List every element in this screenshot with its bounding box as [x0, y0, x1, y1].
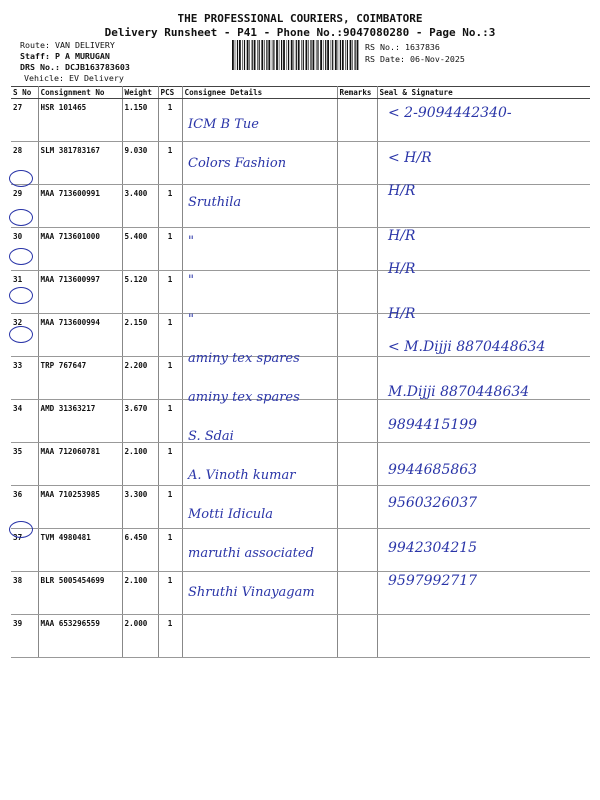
row-weight: 3.300	[122, 486, 158, 529]
row-consignment-no: MAA 713600994	[38, 314, 122, 357]
row-consignment-no: MAA 712060781	[38, 443, 122, 486]
circle-mark	[9, 209, 33, 226]
row-consignment-no: SLM 381783167	[38, 142, 122, 185]
rs-number: RS No.: 1637836	[365, 42, 440, 52]
circle-mark	[9, 248, 33, 265]
row-weight: 5.400	[122, 228, 158, 271]
handwritten-consignee: maruthi associated	[188, 546, 314, 561]
row-sno: 39	[11, 615, 38, 658]
handwritten-consignee: A. Vinoth kumar	[188, 468, 296, 483]
row-weight: 9.030	[122, 142, 158, 185]
row-sno: 32	[11, 314, 38, 357]
rs-date: RS Date: 06-Nov-2025	[365, 54, 465, 64]
runsheet-table	[11, 86, 590, 658]
row-consignment-no: AMD 31363217	[38, 400, 122, 443]
row-consignment-no: TVM 4980481	[38, 529, 122, 572]
row-weight: 6.450	[122, 529, 158, 572]
row-consignment-no: MAA 713601000	[38, 228, 122, 271]
handwritten-consignee: "	[188, 234, 194, 249]
row-consignment-no: TRP 767647	[38, 357, 122, 400]
row-pcs: 1	[158, 443, 182, 486]
circle-mark	[9, 326, 33, 343]
row-consignee-details	[182, 271, 337, 314]
circle-mark	[9, 287, 33, 304]
handwritten-consignee: Shruthi Vinayagam	[188, 585, 315, 600]
barcode	[232, 40, 360, 70]
row-consignment-no: HSR 101465	[38, 99, 122, 142]
row-sno: 27	[11, 99, 38, 142]
row-weight: 3.400	[122, 185, 158, 228]
row-consignment-no: MAA 710253985	[38, 486, 122, 529]
rs-info	[365, 41, 465, 65]
handwritten-consignee: S. Sdai	[188, 429, 234, 444]
handwritten-consignee: Colors Fashion	[188, 156, 287, 171]
row-remarks	[337, 99, 377, 142]
row-consignment-no: MAA 713600991	[38, 185, 122, 228]
table-row	[11, 615, 590, 658]
row-consignment-no: MAA 713600997	[38, 271, 122, 314]
row-remarks	[337, 486, 377, 529]
handwritten-signature: 9894415199	[388, 417, 478, 433]
table-row	[11, 228, 590, 271]
handwritten-consignee: Sruthila	[188, 195, 242, 210]
row-pcs: 1	[158, 572, 182, 615]
row-seal-signature	[377, 615, 590, 658]
row-remarks	[337, 185, 377, 228]
runsheet-subtitle: Delivery Runsheet - P41 - Phone No.:9047080280 - Page No.:3	[104, 26, 496, 39]
row-weight: 1.150	[122, 99, 158, 142]
row-sno: 31	[11, 271, 38, 314]
row-pcs: 1	[158, 314, 182, 357]
table-row	[11, 400, 590, 443]
handwritten-signature: H/R	[388, 183, 416, 199]
row-weight: 3.670	[122, 400, 158, 443]
col-sno: S No	[11, 87, 38, 99]
row-pcs: 1	[158, 357, 182, 400]
table-row	[11, 486, 590, 529]
row-pcs: 1	[158, 185, 182, 228]
row-remarks	[337, 357, 377, 400]
row-sno: 34	[11, 400, 38, 443]
row-pcs: 1	[158, 228, 182, 271]
table-row	[11, 142, 590, 185]
row-remarks	[337, 443, 377, 486]
handwritten-signature: 9942304215	[388, 540, 478, 556]
col-consignment: Consignment No	[38, 87, 122, 99]
row-pcs: 1	[158, 400, 182, 443]
handwritten-consignee: aminy tex spares	[188, 390, 300, 405]
drs-number: DRS No.: DCJB163783603	[20, 62, 130, 72]
row-weight: 2.000	[122, 615, 158, 658]
handwritten-signature: H/R	[388, 306, 416, 322]
col-pcs: PCS	[158, 87, 182, 99]
handwritten-consignee: ICM B Tue	[188, 117, 259, 132]
row-weight: 2.150	[122, 314, 158, 357]
row-consignee-details	[182, 615, 337, 658]
handwritten-consignee: "	[188, 312, 194, 327]
handwritten-signature: 9944685863	[388, 462, 478, 478]
handwritten-signature: 9560326037	[388, 495, 478, 511]
row-sno: 33	[11, 357, 38, 400]
route-text: Route: VAN DELIVERY	[20, 40, 115, 50]
row-sno: 37	[11, 529, 38, 572]
row-consignee-details	[182, 228, 337, 271]
row-weight: 2.100	[122, 443, 158, 486]
row-sno: 38	[11, 572, 38, 615]
row-consignment-no: MAA 653296559	[38, 615, 122, 658]
row-remarks	[337, 529, 377, 572]
circle-mark	[9, 521, 33, 538]
row-pcs: 1	[158, 271, 182, 314]
row-sno: 28	[11, 142, 38, 185]
circle-mark	[9, 170, 33, 187]
row-weight: 2.200	[122, 357, 158, 400]
row-remarks	[337, 615, 377, 658]
row-consignment-no: BLR 5005454699	[38, 572, 122, 615]
col-seal-signature: Seal & Signature	[377, 87, 590, 99]
row-weight: 2.100	[122, 572, 158, 615]
table-header-row	[11, 87, 590, 99]
row-remarks	[337, 400, 377, 443]
row-remarks	[337, 228, 377, 271]
row-sno: 35	[11, 443, 38, 486]
col-remarks: Remarks	[337, 87, 377, 99]
row-weight: 5.120	[122, 271, 158, 314]
table-row	[11, 271, 590, 314]
row-sno: 30	[11, 228, 38, 271]
handwritten-signature: M.Dijji 8870448634	[388, 384, 530, 400]
vehicle-text: Vehicle: EV Delivery	[24, 73, 124, 83]
col-consignee: Consignee Details	[182, 87, 337, 99]
row-remarks	[337, 271, 377, 314]
handwritten-signature: < 2-9094442340-	[388, 105, 512, 121]
row-remarks	[337, 142, 377, 185]
company-title: THE PROFESSIONAL COURIERS, COIMBATORE	[177, 12, 423, 25]
row-pcs: 1	[158, 529, 182, 572]
row-sno: 29	[11, 185, 38, 228]
handwritten-consignee: "	[188, 273, 194, 288]
handwritten-consignee: Motti Idicula	[188, 507, 274, 522]
handwritten-signature: 9597992717	[388, 573, 478, 589]
row-remarks	[337, 572, 377, 615]
handwritten-consignee: aminy tex spares	[188, 351, 300, 366]
row-remarks	[337, 314, 377, 357]
row-sno: 36	[11, 486, 38, 529]
handwritten-signature: < H/R	[388, 150, 432, 166]
row-pcs: 1	[158, 142, 182, 185]
handwritten-signature: < M.Dijji 8870448634	[388, 339, 546, 355]
col-weight: Weight	[122, 87, 158, 99]
row-pcs: 1	[158, 486, 182, 529]
table-row	[11, 185, 590, 228]
handwritten-signature: H/R	[388, 228, 416, 244]
staff-text: Staff: P A MURUGAN	[20, 51, 110, 61]
row-pcs: 1	[158, 615, 182, 658]
row-pcs: 1	[158, 99, 182, 142]
table-row	[11, 443, 590, 486]
handwritten-signature: H/R	[388, 261, 416, 277]
